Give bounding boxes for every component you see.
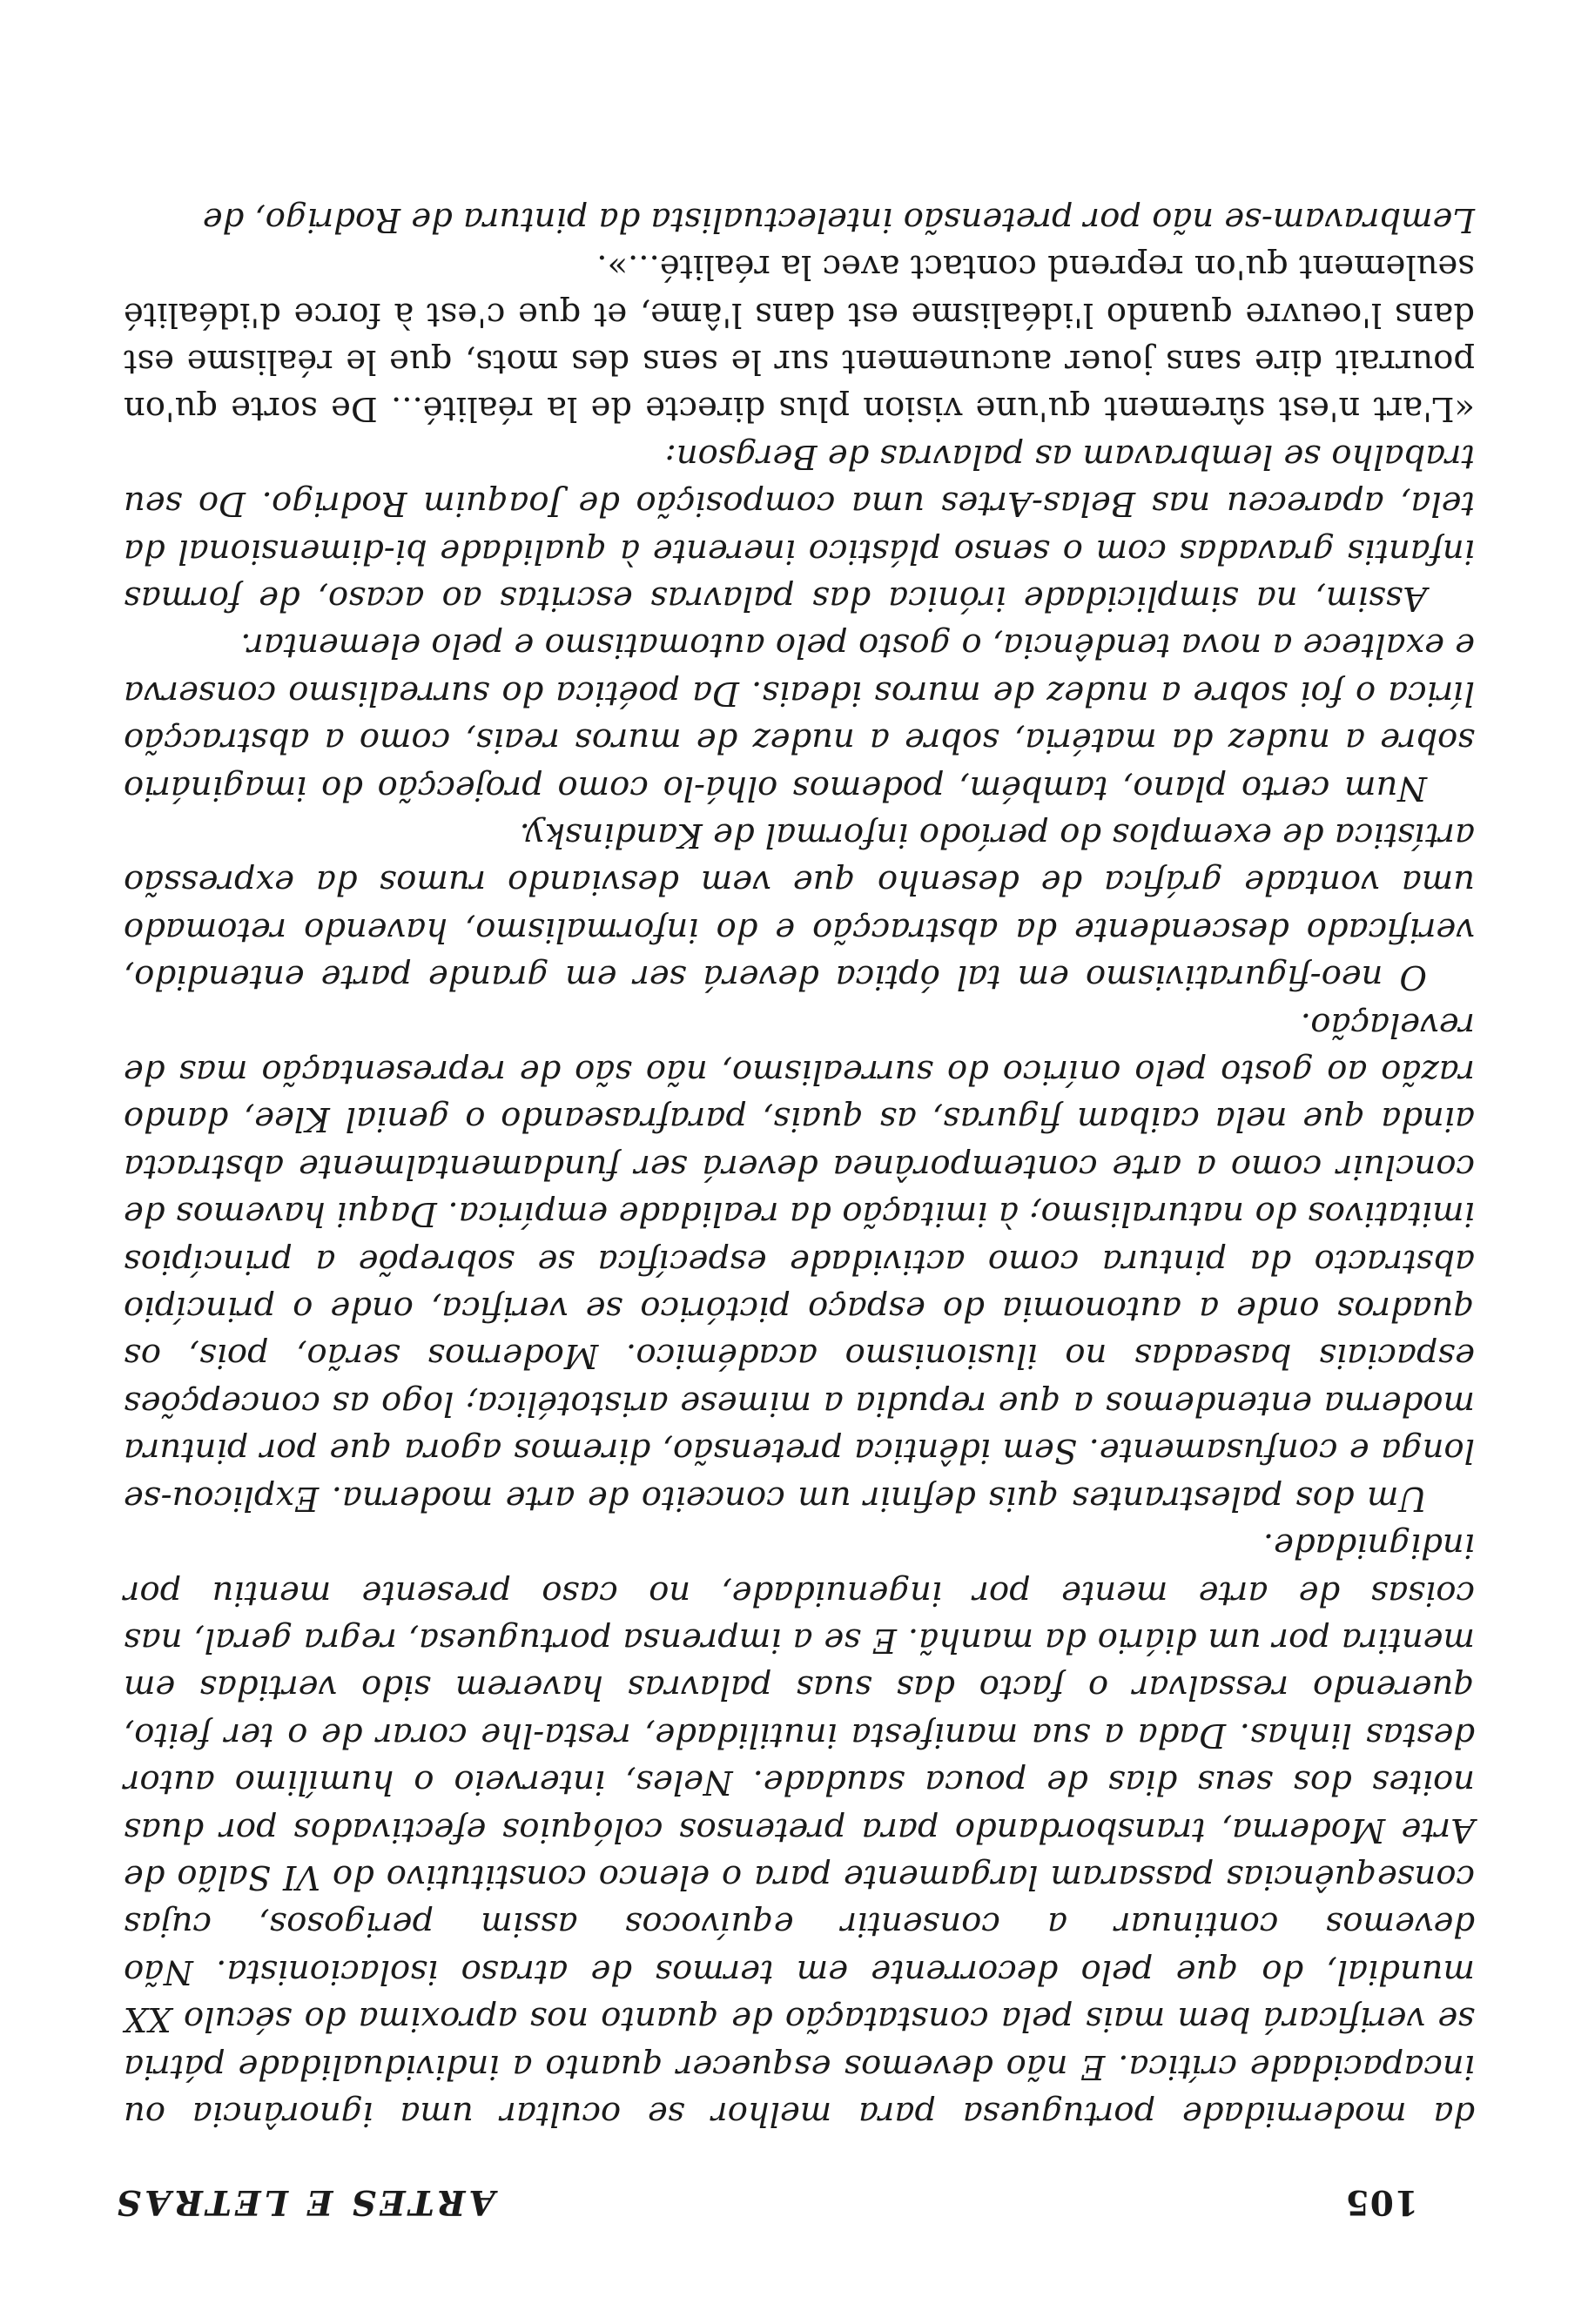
bergson-quote: «L'art n'est sûrement qu'une vision plus directe de la réalité... De sorte qu'on pourrait dire sans jouer aucunement sur le sens des mots, que le réalisme est dans l'oeuvre quando l'idéalisme est dans l'âme, et que c'est à force d'idéalité seulement qu'on reprend contact avec la réalité...».	[124, 247, 1475, 429]
paragraph-closing: Lembravam-se não por pretensão intelectualista da pintura de Rodrigo, de	[202, 199, 1475, 239]
paragraph-neo-figurativism: O neo-figurativismo em tal óptica deverá ser em grande parte entendido, verificado descendente da abstracção e do informalismo, havendo retomado uma vontade gráfica de desenho que vem desviando rumos da expressão artística de exemplos do período informal de Kandinsky.	[124, 816, 1475, 997]
paragraph-modern-art-definition: Um dos palestrantes quis definir um conceito de arte moderna. Explicou-se longa e confusamente. Sem idêntica pretensão, diremos agora que por pintura moderna entendemos a que repudia a mimese aristotélica; logo as concepções espaciais baseadas no ilusionismo académico. Modernos serão, pois, os quadros onde a autonomia do espaço pictórico se verifica, onde o princípio abstracto da pintura como actividade específica se sobrepõe a princípios imitativos do naturalismo; à imitação da realidade empírica. Daqui havemos de concluir como a arte contemporânea deverá ser fundamentalmente abstracta ainda que nela caibam figuras, as quais, parafraseando o genial Klee, dando razão ao gosto pelo onírico do surrealismo, não são de representação mas de revelação.	[124, 1004, 1475, 1518]
running-head	[113, 2170, 1418, 2222]
journal-title: ARTES E LETRAS	[113, 2182, 495, 2222]
page-number: 105	[1344, 2182, 1418, 2222]
body-text	[124, 195, 1475, 2137]
paragraph-joaquim-rodrigo: Assim, na simplicidade irónica das palavras escritas ao acaso, de formas infantis gravadas com o senso plástico inerente à qualidade bi-dimensional da tela, apareceu nas Belas-Artes uma composição de Joaquim Rodrigo. Do seu trabalho se lembravam as palavras de Bergson:	[124, 436, 1475, 618]
paragraph-imaginary-projection: Num certo plano, também, podemos olhá-lo como projecção do imaginário sobre a nudez da matéria, sobre a nudez de muros reais, como a abstracção lírica o foi sobre a nudez de muros ideais. Da poética do surrealismo conserva e exaltece a nova tendência, o gosto pelo automatismo e pelo elementar.	[124, 626, 1475, 808]
paragraph-continuation: da modernidade portuguesa para melhor se ocultar uma ignorância ou incapacidade crítica. E não devemos esquecer quanto a individualidade pátria se verificará bem mais pela constatação de quanto nos aproxima do século XX mundial, do que pelo decorrente em termos de atraso isolacionista. Não devemos continuar a consentir equívocos assim perigosos, cujas consequências passaram largamente para o elenco constitutivo do VI Salão de Arte Moderna, transbordando para pretensos colóquios efectivados por duas noites dos seus dias de pouca saudade. Neles, interveio o humílimo autor destas linhas. Dada a sua manifesta inutilidade, resta-lhe corar de o ter feito, querendo ressalvar o facto das suas palavras haverem sido vertidas em mentira por um diário da manhã. E se a imprensa portuguesa, regra geral, nas coisas de arte mente por ingenuidade, no caso presente mentiu por indignidade.	[124, 1526, 1475, 2133]
